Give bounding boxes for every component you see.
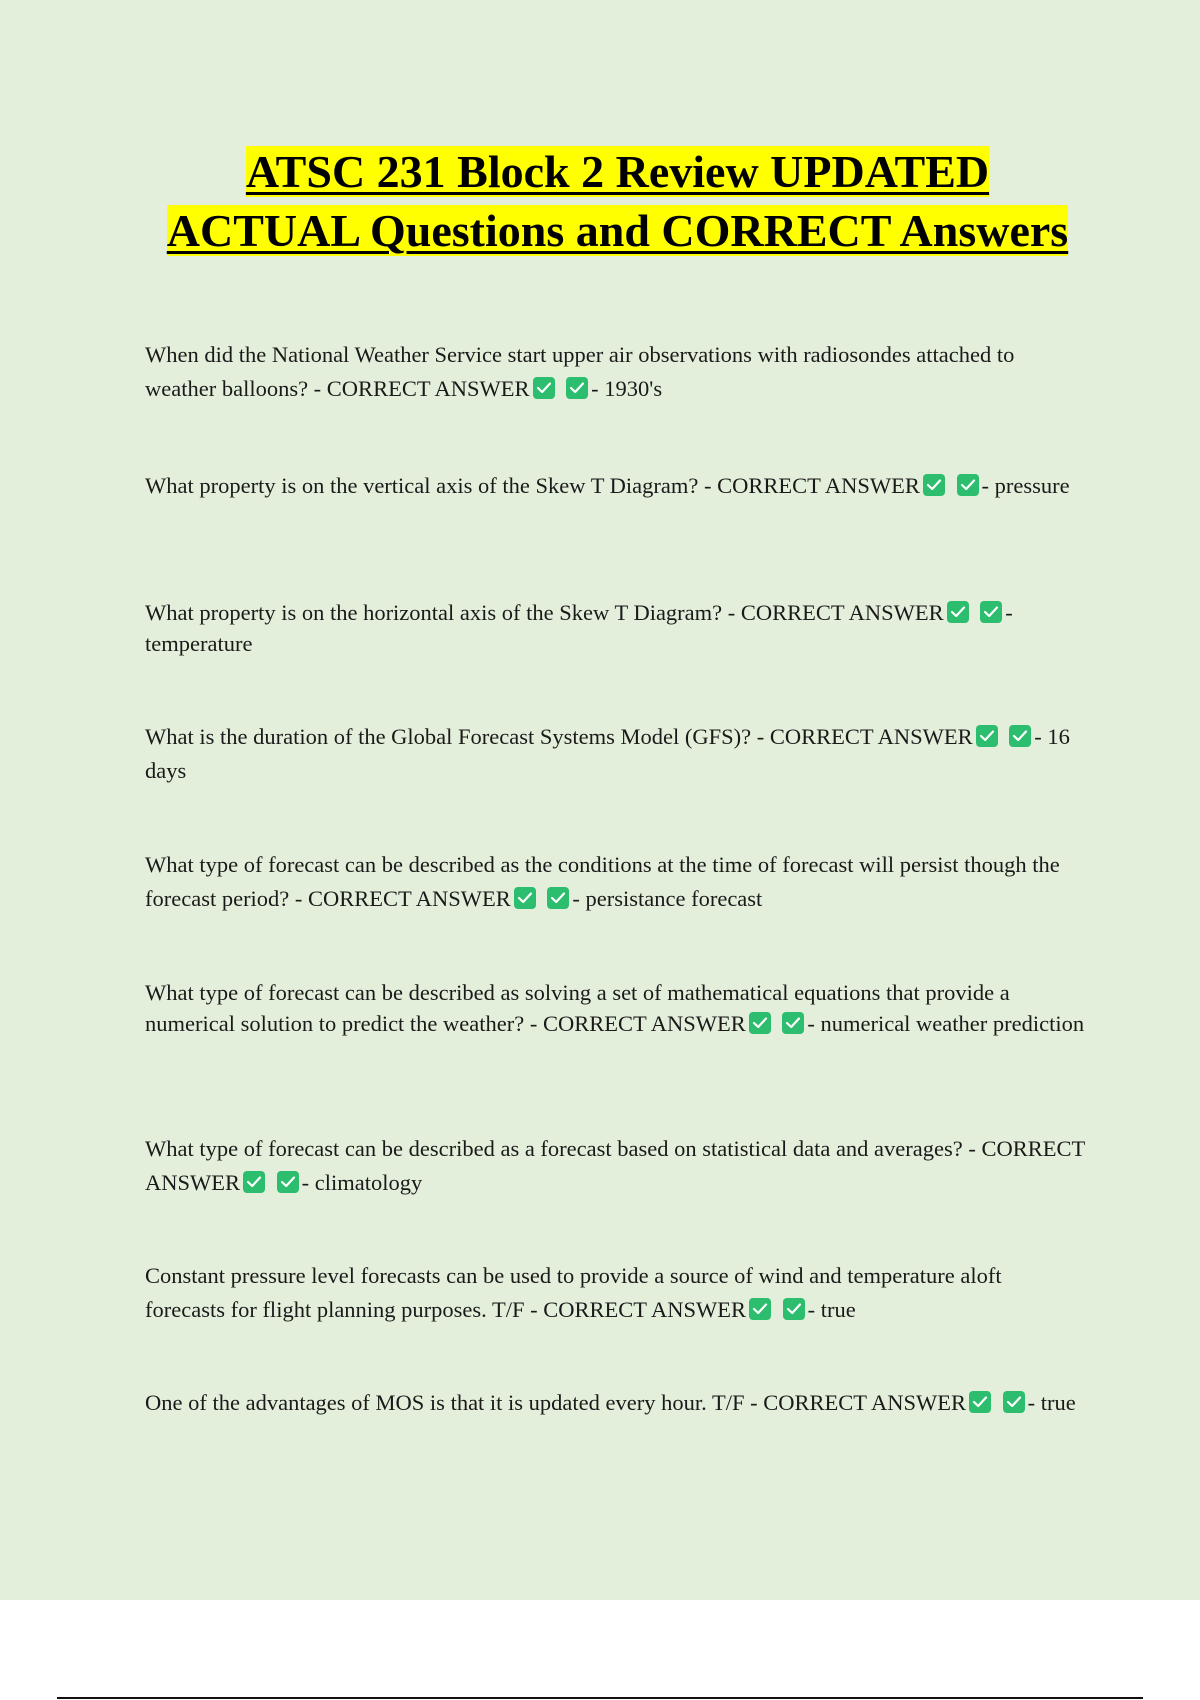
check-mark-icon — [969, 1391, 991, 1413]
question-text: What type of forecast can be described as the conditions at the time of forecast will persist though the forecast period? - CORRECT ANSWER — [145, 852, 1060, 911]
check-mark-icon — [533, 377, 555, 399]
question-text: Constant pressure level forecasts can be used to provide a source of wind and temperature aloft forecasts for flight planning purposes. T/F - CORRECT ANSWER — [145, 1263, 1002, 1322]
answer-text: - numerical weather prediction — [807, 1011, 1085, 1036]
answer-text: - 16 days — [145, 724, 1070, 783]
check-mark-icon — [1009, 725, 1031, 747]
check-mark-icon — [566, 377, 588, 399]
check-mark-icon — [783, 1298, 805, 1320]
check-mark-icon — [749, 1298, 771, 1320]
qa-item-1 — [145, 338, 1085, 406]
document-title-text: ATSC 231 Block 2 Review UPDATED ACTUAL Questions and CORRECT Answers — [166, 146, 1069, 256]
document-title — [145, 142, 1090, 260]
answer-text: - true — [1027, 1390, 1076, 1415]
qa-item-9 — [145, 1386, 1085, 1420]
check-mark-icon — [957, 474, 979, 496]
check-mark-icon — [277, 1171, 299, 1193]
question-text: One of the advantages of MOS is that it is updated every hour. T/F - CORRECT ANSWER — [145, 1390, 966, 1415]
check-mark-icon — [923, 474, 945, 496]
check-mark-icon — [514, 887, 536, 909]
check-mark-icon — [976, 725, 998, 747]
answer-text: - true — [807, 1297, 856, 1322]
answer-text: - 1930's — [591, 376, 663, 401]
check-mark-icon — [547, 887, 569, 909]
check-mark-icon — [782, 1012, 804, 1034]
answer-text: - persistance forecast — [572, 886, 763, 911]
check-mark-icon — [1003, 1391, 1025, 1413]
qa-item-2 — [145, 470, 1085, 501]
question-text: What type of forecast can be described as a forecast based on statistical data and averages? - CORRECT ANSWER — [145, 1136, 1085, 1195]
check-mark-icon — [243, 1171, 265, 1193]
question-text: What type of forecast can be described as solving a set of mathematical equations that provide a numerical solution to predict the weather? - CORRECT ANSWER — [145, 980, 1010, 1036]
answer-text: - temperature — [145, 600, 1013, 656]
check-mark-icon — [947, 601, 969, 623]
question-text: What property is on the horizontal axis of the Skew T Diagram? - CORRECT ANSWER — [145, 600, 944, 625]
question-text: When did the National Weather Service start upper air observations with radiosondes attached to weather balloons? - CORRECT ANSWER — [145, 342, 1015, 401]
qa-item-3 — [145, 597, 1085, 659]
question-text: What is the duration of the Global Forecast Systems Model (GFS)? - CORRECT ANSWER — [145, 724, 973, 749]
check-mark-icon — [749, 1012, 771, 1034]
qa-item-7 — [145, 1132, 1085, 1200]
check-mark-icon — [980, 601, 1002, 623]
qa-item-4 — [145, 720, 1085, 788]
answer-text: - climatology — [301, 1170, 423, 1195]
qa-item-5 — [145, 848, 1085, 916]
qa-item-8 — [145, 1259, 1085, 1327]
qa-item-6 — [145, 977, 1085, 1039]
answer-text: - pressure — [981, 473, 1070, 498]
question-text: What property is on the vertical axis of the Skew T Diagram? - CORRECT ANSWER — [145, 473, 920, 498]
footer-rule — [57, 1697, 1143, 1699]
